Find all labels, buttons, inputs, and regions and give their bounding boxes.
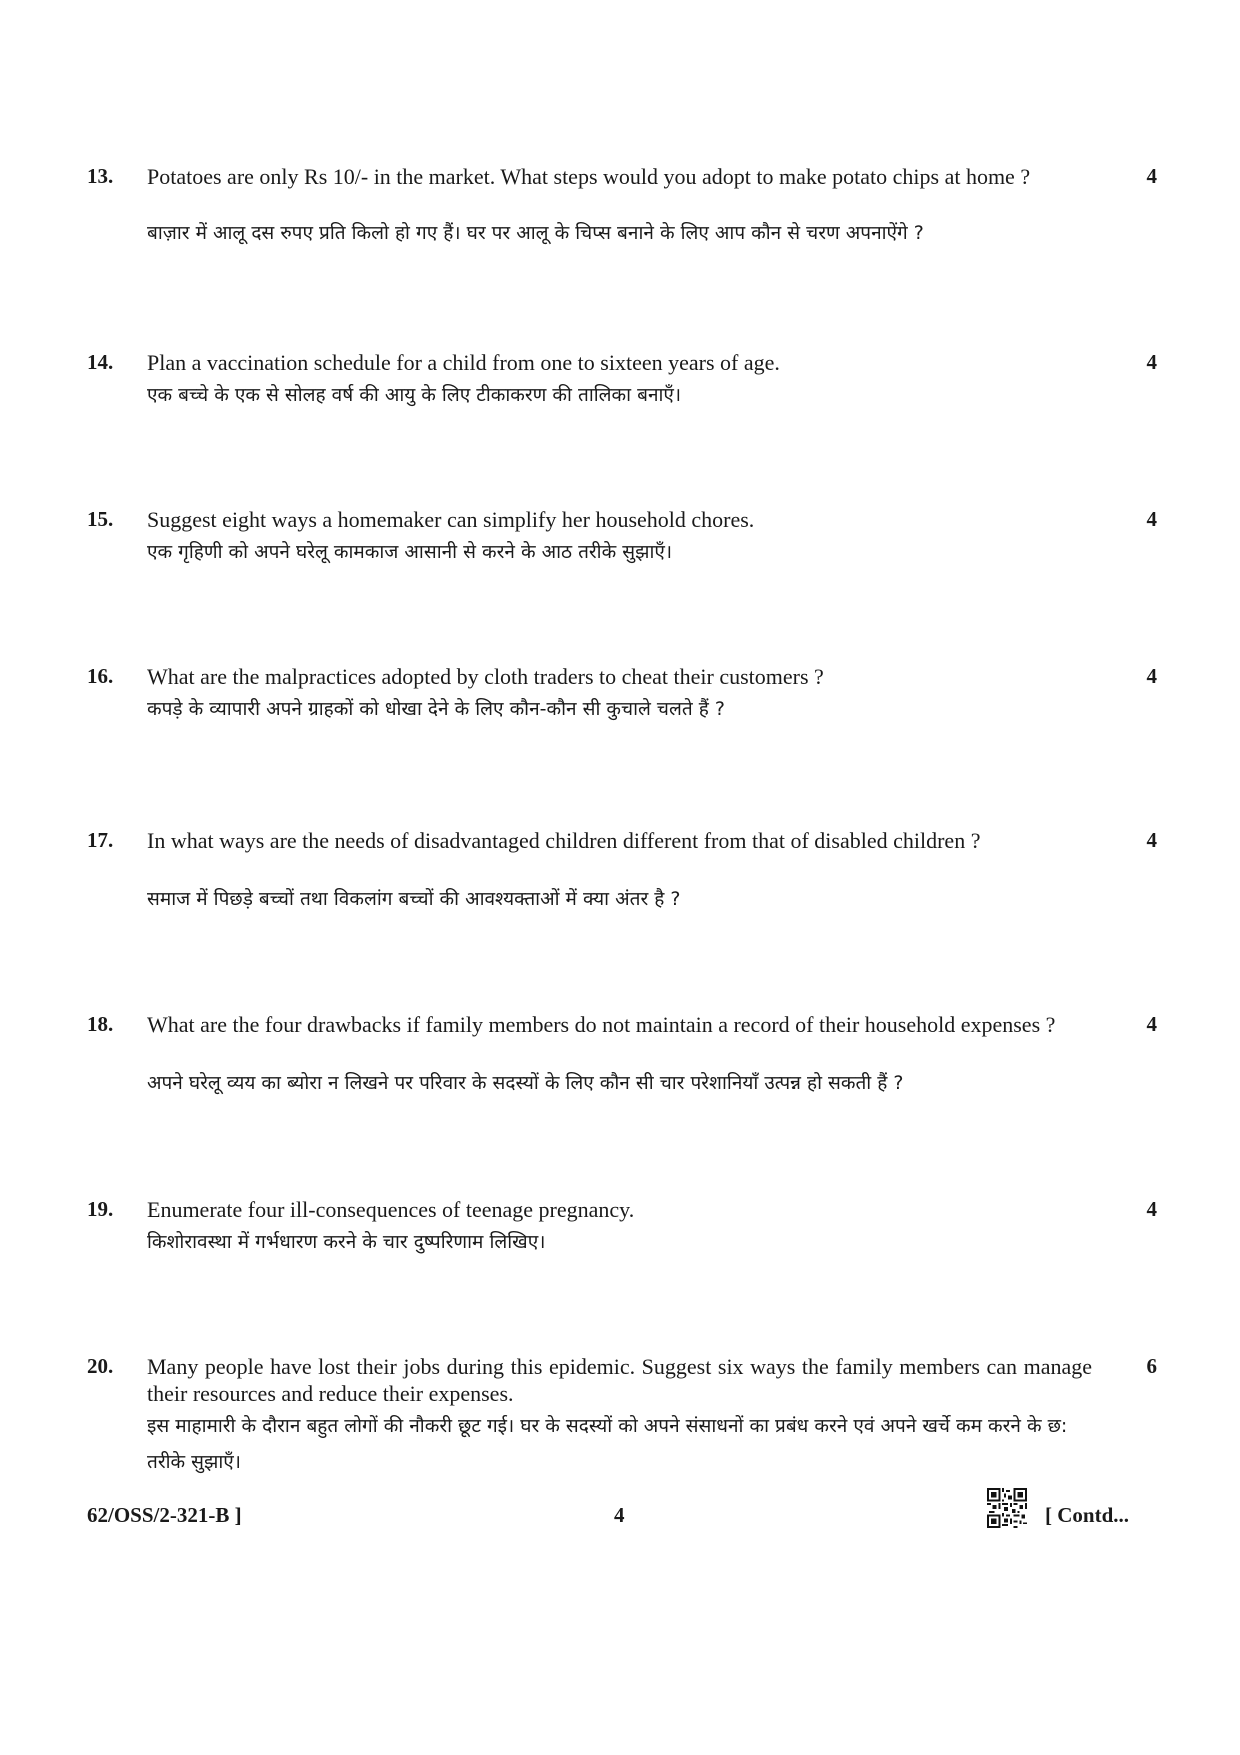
question-text-hindi: एक गृहिणी को अपने घरेलू कामकाज आसानी से करने के आठ तरीके सुझाएँ। xyxy=(147,541,673,563)
qr-code-icon xyxy=(987,1488,1027,1528)
paper-code: 62/OSS/2-321-B ] xyxy=(87,1503,242,1527)
question-text-hindi: बाज़ार में आलू दस रुपए प्रति किलो हो गए हैं। घर पर आलू के चिप्स बनाने के लिए आप कौन से चरण अपनाऐंगे ? xyxy=(147,222,924,244)
question-number: 13. xyxy=(87,164,114,188)
question-number: 15. xyxy=(87,507,114,531)
question-marks: 4 xyxy=(1146,828,1157,852)
continued-label: [ Contd... xyxy=(1045,1503,1130,1527)
question-text-english: Enumerate four ill-consequences of teenage pregnancy. xyxy=(147,1197,635,1222)
question-text-hindi: इस माहामारी के दौरान बहुत लोगों की नौकरी छूट गई। घर के सदस्यों को अपने संसाधनों का प्रबंध करने एवं अपने खर्चे कम करने के छ: तरीके सुझाएँ। xyxy=(147,1415,1068,1473)
page-footer xyxy=(87,1502,1157,1542)
question-marks: 6 xyxy=(1146,1354,1157,1378)
question-marks: 4 xyxy=(1146,1197,1157,1221)
question-text-hindi: कपड़े के व्यापारी अपने ग्राहकों को धोखा देने के लिए कौन-कौन सी कुचाले चलते हैं ? xyxy=(147,698,725,720)
question-marks: 4 xyxy=(1146,1012,1157,1036)
question-marks: 4 xyxy=(1146,664,1157,688)
question-text-english: Plan a vaccination schedule for a child from one to sixteen years of age. xyxy=(147,350,780,375)
question-text-english: What are the four drawbacks if family members do not maintain a record of their household expenses ? xyxy=(147,1012,1056,1037)
question-text-hindi: किशोरावस्था में गर्भधारण करने के चार दुष्परिणाम लिखिए। xyxy=(147,1231,546,1253)
question-text-english: What are the malpractices adopted by cloth traders to cheat their customers ? xyxy=(147,664,824,689)
question-number: 16. xyxy=(87,664,114,688)
question-text-english: Suggest eight ways a homemaker can simplify her household chores. xyxy=(147,507,755,532)
question-text-english: Potatoes are only Rs 10/- in the market. What steps would you adopt to make potato chips at home ? xyxy=(147,164,1031,189)
question-text-hindi: समाज में पिछड़े बच्चों तथा विकलांग बच्चों की आवश्यक्ताओं में क्या अंतर है ? xyxy=(147,888,681,910)
question-number: 18. xyxy=(87,1012,114,1036)
question-marks: 4 xyxy=(1146,164,1157,188)
question-marks: 4 xyxy=(1146,507,1157,531)
question-number: 20. xyxy=(87,1354,114,1378)
question-number: 17. xyxy=(87,828,114,852)
question-number: 14. xyxy=(87,350,114,374)
question-text-hindi: अपने घरेलू व्यय का ब्योरा न लिखने पर परिवार के सदस्यों के लिए कौन सी चार परेशानियाँ उत्पन्न हो सकती हैं ? xyxy=(147,1072,904,1094)
question-text-english: In what ways are the needs of disadvantaged children different from that of disabled children ? xyxy=(147,828,981,853)
page-number: 4 xyxy=(614,1503,625,1527)
question-text-english: Many people have lost their jobs during this epidemic. Suggest six ways the family members can manage their resources and reduce their expenses. xyxy=(147,1354,1092,1406)
question-marks: 4 xyxy=(1146,350,1157,374)
question-text-hindi: एक बच्चे के एक से सोलह वर्ष की आयु के लिए टीकाकरण की तालिका बनाएँ। xyxy=(147,384,682,406)
question-number: 19. xyxy=(87,1197,114,1221)
